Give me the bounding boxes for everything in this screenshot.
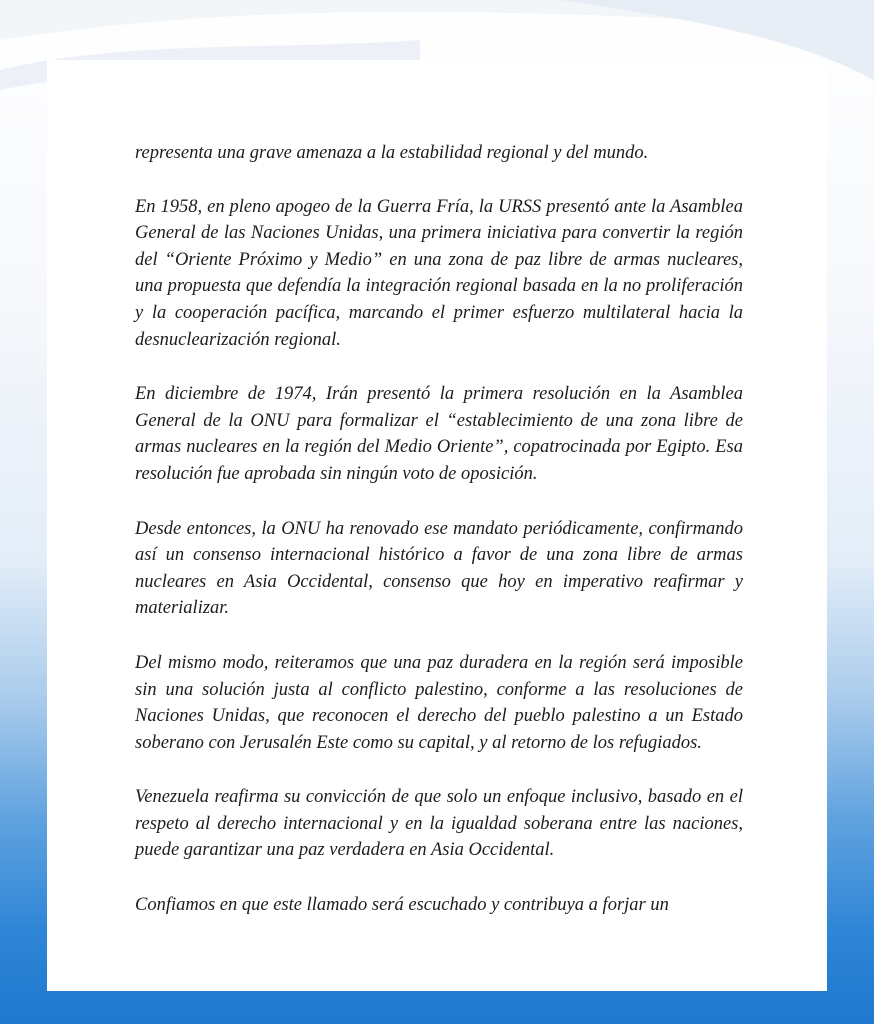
paragraph-6: Venezuela reafirma su convicción de que solo un enfoque inclusivo, basado en el respeto al derecho internacional y en la igualdad soberana entre las naciones, puede garantizar una paz verdadera en Asia Occidental. (135, 787, 743, 861)
paragraph-4: Desde entonces, la ONU ha renovado ese mandato periódicamente, confirmando así un consenso internacional histórico a favor de una zona libre de armas nucleares en Asia Occidental, consenso que hoy en imperativo reafirmar y materializar. (135, 518, 743, 619)
paragraph-2: En 1958, en pleno apogeo de la Guerra Fría, la URSS presentó ante la Asamblea General de las Naciones Unidas, una primera iniciativa para convertir la región del “Oriente Próximo y Medio” en una zona de paz libre de armas nucleares, una propuesta que defendía la integración regional basada en la no proliferación y la cooperación pacífica, marcando el primer esfuerzo multilateral hacia la desnuclearización regional. (135, 196, 743, 350)
document-body (135, 140, 743, 947)
paragraph-3: En diciembre de 1974, Irán presentó la primera resolución en la Asamblea General de la ONU para formalizar el “establecimiento de una zona libre de armas nucleares en la región del Medio Oriente”, copatrocinada por Egipto. Esa resolución fue aprobada sin ningún voto de oposición. (135, 384, 743, 484)
paragraph-7: Confiamos en que este llamado será escuchado y contribuya a forjar un (135, 895, 669, 916)
paragraph-5: Del mismo modo, reiteramos que una paz duradera en la región será imposible sin una solución justa al conflicto palestino, conforme a las resoluciones de Naciones Unidas, que reconocen el derecho del pueblo palestino a un Estado soberano con Jerusalén Este como su capital, y al retorno de los refugiados. (135, 652, 743, 753)
document-page (47, 60, 827, 991)
paragraph-1: representa una grave amenaza a la estabilidad regional y del mundo. (135, 143, 649, 163)
